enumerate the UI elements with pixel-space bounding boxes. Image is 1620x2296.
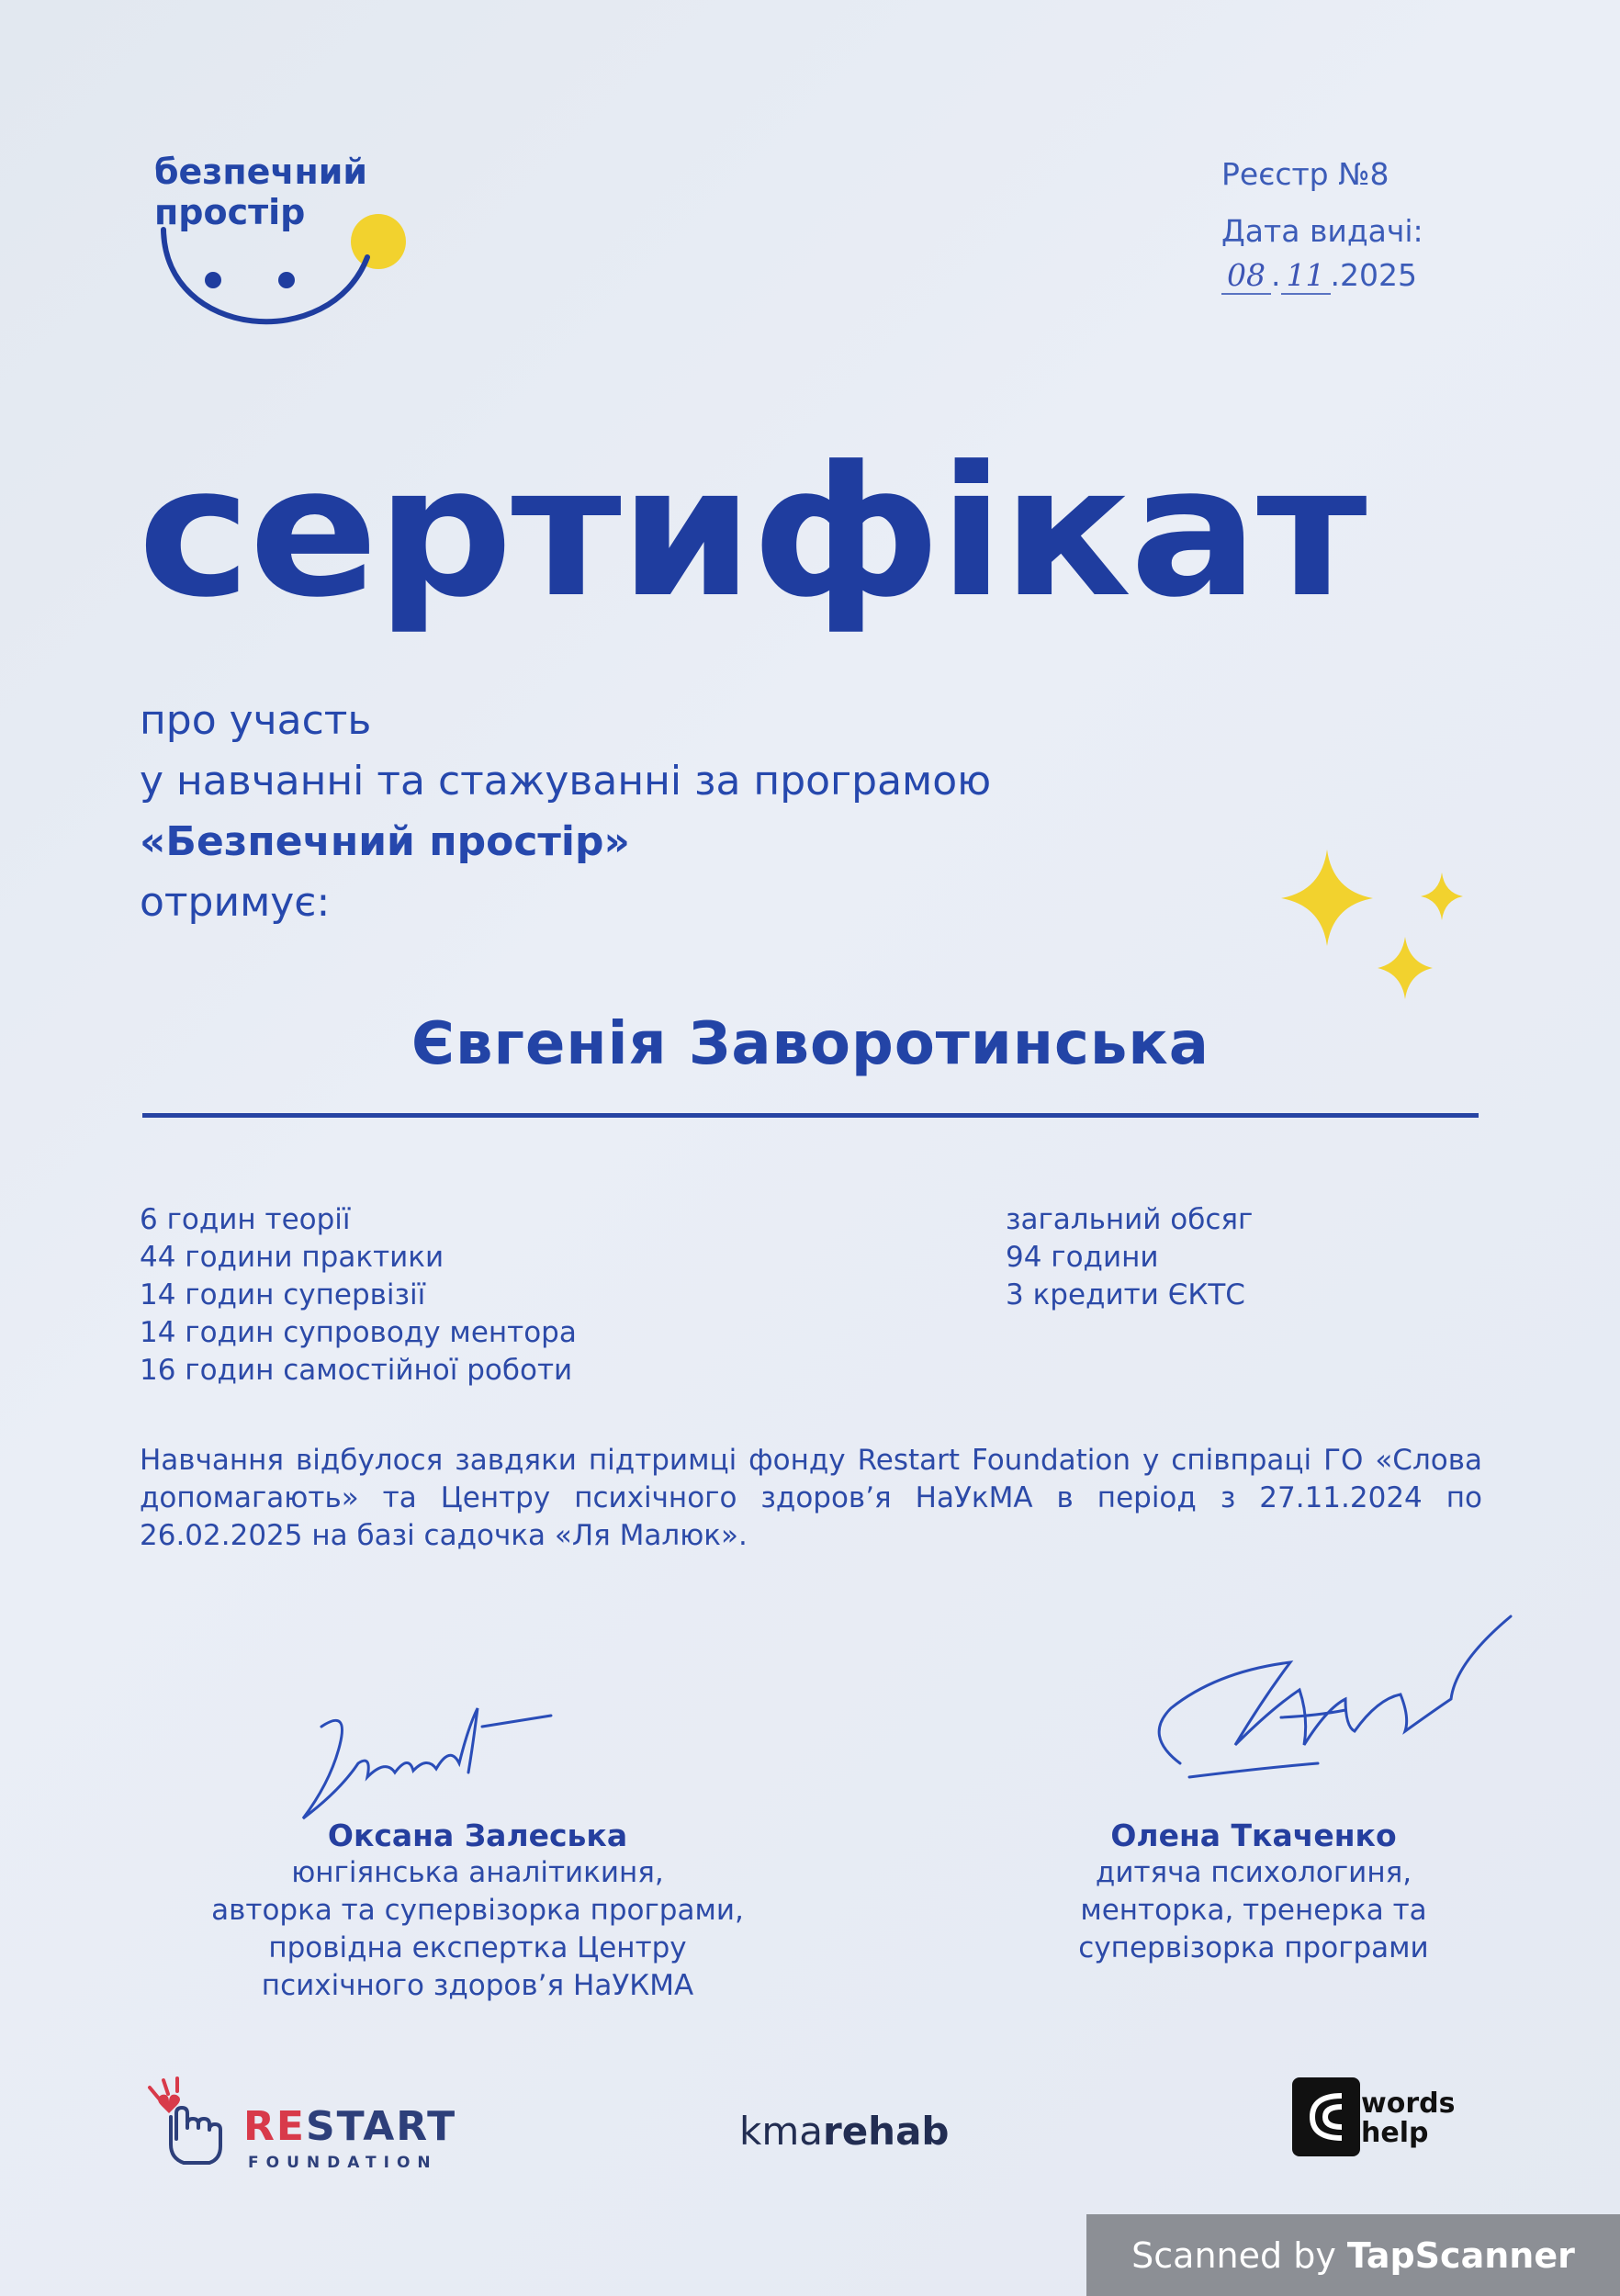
totals-item: 94 години: [1006, 1241, 1159, 1274]
restart-hand-heart-icon: [136, 2071, 237, 2172]
restart-accent: RE: [243, 2103, 306, 2150]
hours-item: 14 годин супроводу ментора: [140, 1316, 577, 1349]
issue-month: 11: [1281, 257, 1331, 295]
recipient-underline: [142, 1113, 1479, 1118]
signature-1-icon: [285, 1690, 579, 1837]
logo-line-2: простір: [154, 192, 306, 232]
hours-item: 16 годин самостійної роботи: [140, 1354, 573, 1387]
logo-line-1: безпечний: [154, 152, 368, 192]
signer-1-role: юнгіянська аналітикиня,: [291, 1856, 664, 1889]
recipient-name: Євгенія Заворотинська: [411, 1010, 1209, 1078]
signature-2-icon: [1134, 1607, 1520, 1818]
intro-line-1: про участь: [140, 697, 372, 744]
kma-light: kma: [739, 2109, 823, 2154]
signer-1-role: авторка та супервізорка програми,: [211, 1894, 744, 1927]
kmarehab-logo: [739, 2109, 950, 2154]
restart-logo-text: [243, 2103, 456, 2150]
registry-number: Реєстр №8: [1221, 156, 1389, 192]
intro-line-2: у навчанні та стажуванні за програмою: [140, 758, 992, 805]
hours-item: 44 години практики: [140, 1241, 444, 1274]
restart-subtitle: FOUNDATION: [248, 2154, 438, 2172]
issue-year: 2025: [1340, 257, 1417, 293]
certificate-title: сертифікат: [138, 428, 1366, 637]
hours-item: 14 годин супервізії: [140, 1278, 426, 1311]
issue-day: 08: [1221, 257, 1271, 295]
words-help-text: [1361, 2089, 1455, 2148]
totals-item: 3 кредити ЄКТС: [1006, 1278, 1245, 1311]
signer-1: [129, 1817, 827, 2005]
issue-date-label: Дата видачі:: [1221, 213, 1423, 249]
smiley-logo-icon: [147, 202, 413, 367]
words-help-icon: [1290, 2076, 1362, 2158]
hours-item: 6 годин теорії: [140, 1203, 351, 1236]
words-line-2: help: [1361, 2117, 1429, 2149]
totals-list: [1006, 1201, 1253, 1314]
support-paragraph: Навчання відбулося завдяки підтримці фонду Restart Foundation у співпраці ГО «Слова допомагають» та Центру психічного здоров’я НаУкМА в період з 27.11.2024 по 26.02.2025 на базі садочка «Ля Малюк».: [140, 1444, 1482, 1552]
signer-2-name: Олена Ткаченко: [1110, 1818, 1397, 1853]
signer-2-role: дитяча психологиня,: [1095, 1856, 1412, 1889]
signer-1-role: психічного здоров’я НаУКМА: [261, 1969, 694, 2002]
words-line-1: words: [1361, 2088, 1456, 2120]
sparkles-icon: [1263, 845, 1483, 1010]
signer-2-role: менторка, тренерка та: [1080, 1894, 1427, 1927]
signer-2: [996, 1817, 1511, 1967]
watermark-brand: TapScanner: [1346, 2234, 1575, 2276]
program-name: «Безпечний простір»: [140, 818, 630, 865]
scanner-watermark: [1086, 2214, 1620, 2296]
totals-item: загальний обсяг: [1006, 1203, 1254, 1236]
watermark-prefix: Scanned by: [1131, 2234, 1336, 2276]
certificate-intro: [140, 691, 991, 933]
kma-bold: rehab: [822, 2109, 950, 2154]
signer-2-role: супервізорка програми: [1078, 1931, 1429, 1964]
signer-1-role: провідна експертка Центру: [268, 1931, 687, 1964]
issue-date: 08 . 11 .2025: [1221, 257, 1417, 295]
hours-list: [140, 1201, 577, 1390]
restart-rest: START: [305, 2103, 457, 2150]
signer-1-name: Оксана Залеська: [327, 1818, 628, 1853]
intro-line-4: отримує:: [140, 879, 331, 926]
